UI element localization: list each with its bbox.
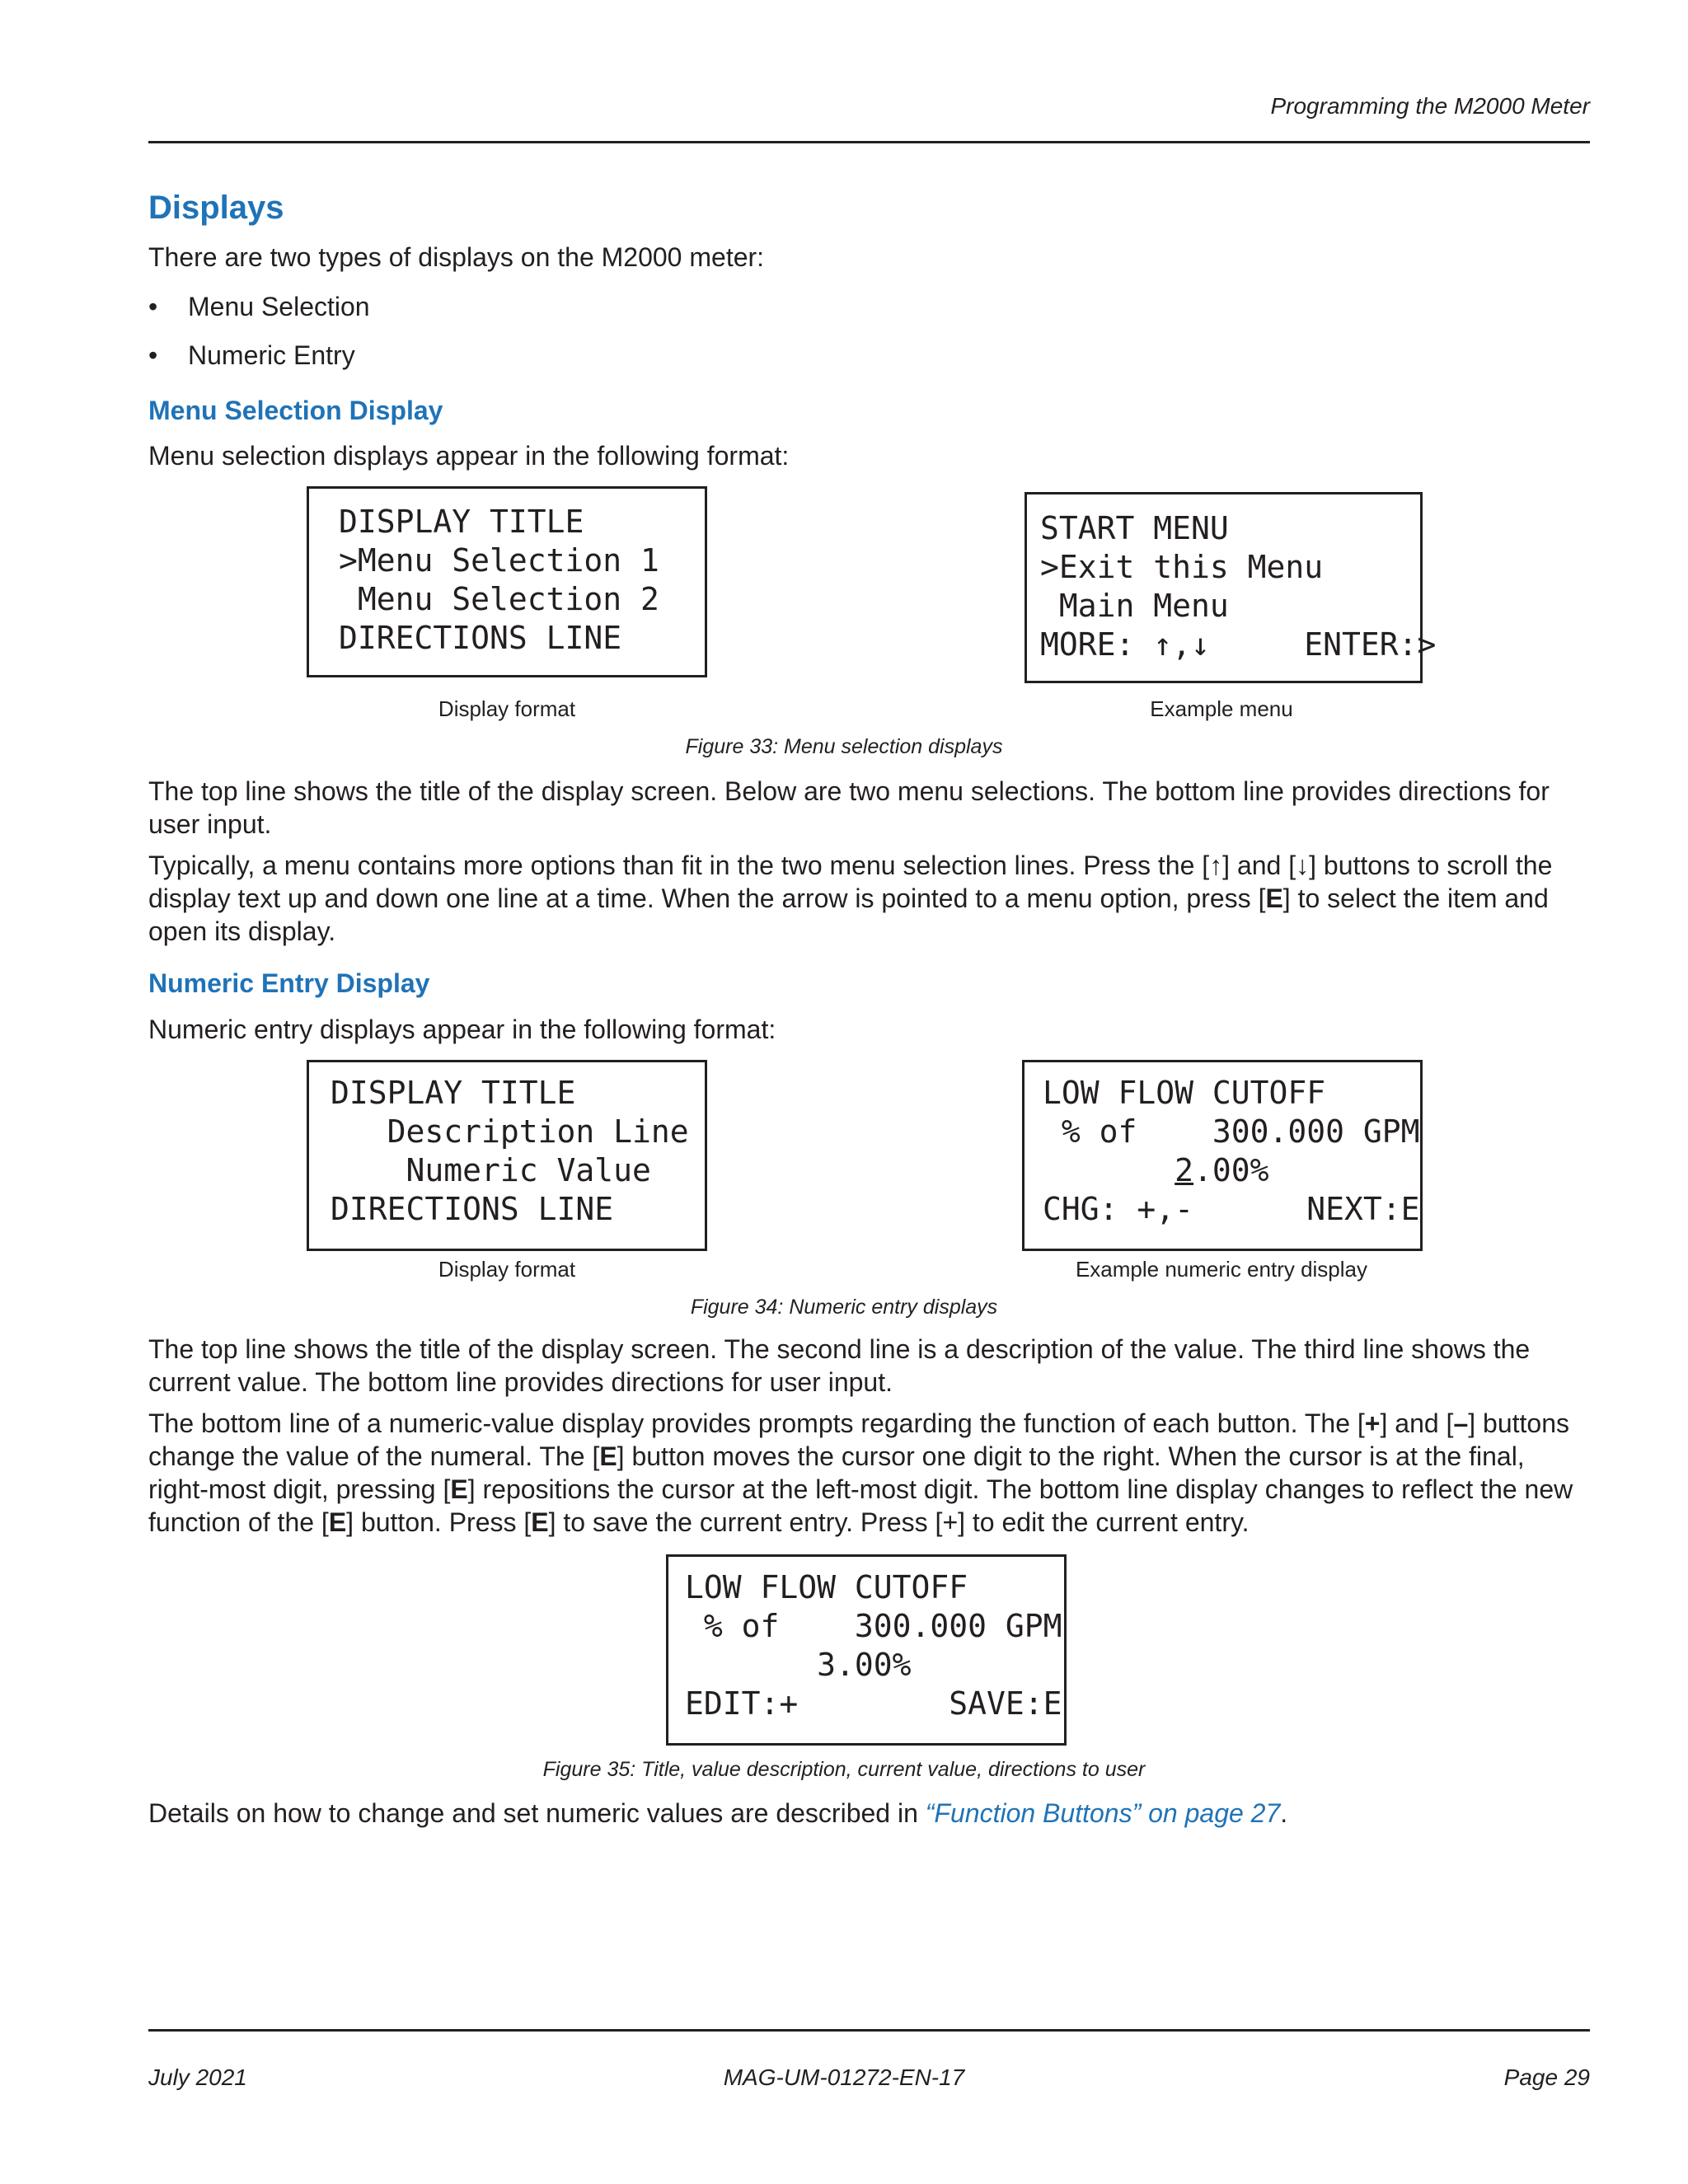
numeric-section-intro: Numeric entry displays appear in the following format: — [148, 1015, 776, 1044]
numeric-example-display: LOW FLOW CUTOFF % of 300.000 GPM 2.00% CHG: +,- NEXT:E — [1022, 1060, 1423, 1251]
save-entry-display: LOW FLOW CUTOFF % of 300.000 GPM 3.00% EDIT:+ SAVE:E — [666, 1554, 1067, 1746]
header-rule — [148, 141, 1590, 143]
section-title: Displays — [148, 190, 284, 226]
figure-33-caption: Figure 33: Menu selection displays — [685, 735, 1003, 758]
menu-section-intro: Menu selection displays appear in the following format: — [148, 441, 790, 471]
cursor-digit: 2 — [1175, 1152, 1194, 1188]
figure-34-caption: Figure 34: Numeric entry displays — [690, 1296, 998, 1319]
bullet-item: • Menu Selection — [148, 292, 370, 321]
footer-date: July 2021 — [148, 2064, 247, 2090]
details-paragraph: Details on how to change and set numeric values are described in “Function Buttons” on page 27. — [148, 1798, 1288, 1828]
footer-page-number: Page 29 — [1503, 2064, 1590, 2090]
function-buttons-link[interactable]: “Function Buttons” on page 27 — [925, 1798, 1281, 1828]
running-header: Programming the M2000 Meter — [1270, 93, 1590, 119]
menu-display-format-caption: Display format — [438, 696, 576, 721]
numeric-example-caption: Example numeric entry display — [1075, 1257, 1368, 1282]
footer-rule — [148, 2029, 1590, 2032]
section-intro: There are two types of displays on the M2000 meter: — [148, 242, 765, 272]
footer-doc-id: MAG-UM-01272-EN-17 — [723, 2064, 965, 2090]
up-arrow-icon: ↑ — [1209, 851, 1223, 880]
bullet-item: • Numeric Entry — [148, 340, 355, 370]
menu-paragraph-1: The top line shows the title of the display screen. Below are two menu selections. The bottom line provides directions for user input. — [148, 776, 1550, 839]
menu-display-format: DISPLAY TITLE >Menu Selection 1 Menu Selection 2 DIRECTIONS LINE — [307, 486, 707, 677]
numeric-section-title: Numeric Entry Display — [148, 968, 430, 998]
menu-section-title: Menu Selection Display — [148, 396, 443, 425]
menu-example-display: START MENU >Exit this Menu Main Menu MORE: ↑,↓ ENTER:> — [1025, 492, 1423, 683]
down-arrow-icon: ↓ — [1296, 851, 1310, 880]
figure-35-caption: Figure 35: Title, value description, current value, directions to user — [542, 1758, 1146, 1781]
numeric-display-format-caption: Display format — [438, 1257, 576, 1282]
numeric-display-format: DISPLAY TITLE Description Line Numeric Value DIRECTIONS LINE — [307, 1060, 707, 1251]
menu-paragraph-2: Typically, a menu contains more options than fit in the two menu selection lines. Press the [↑] and [↓] buttons to scroll the display text up and down one line at a time. When the arrow is pointed to a menu option, press [E] to select the item and open its display. — [148, 851, 1553, 946]
menu-example-caption: Example menu — [1150, 696, 1293, 721]
numeric-paragraph-1: The top line shows the title of the display screen. The second line is a description of the value. The third line shows the current value. The bottom line provides directions for user input. — [148, 1334, 1531, 1397]
numeric-paragraph-2: The bottom line of a numeric-value display provides prompts regarding the function of each button. The [+] and [–] buttons change the value of the numeral. The [E] button moves the cursor one digit to the right. When the cursor is at the final, right-most digit, pressing [E] repositions the cursor at the left-most digit. The bottom line display changes to reflect the new function of the [E] button. Press [E] to save the current entry. Press [+] to edit the current entry. — [148, 1408, 1573, 1537]
